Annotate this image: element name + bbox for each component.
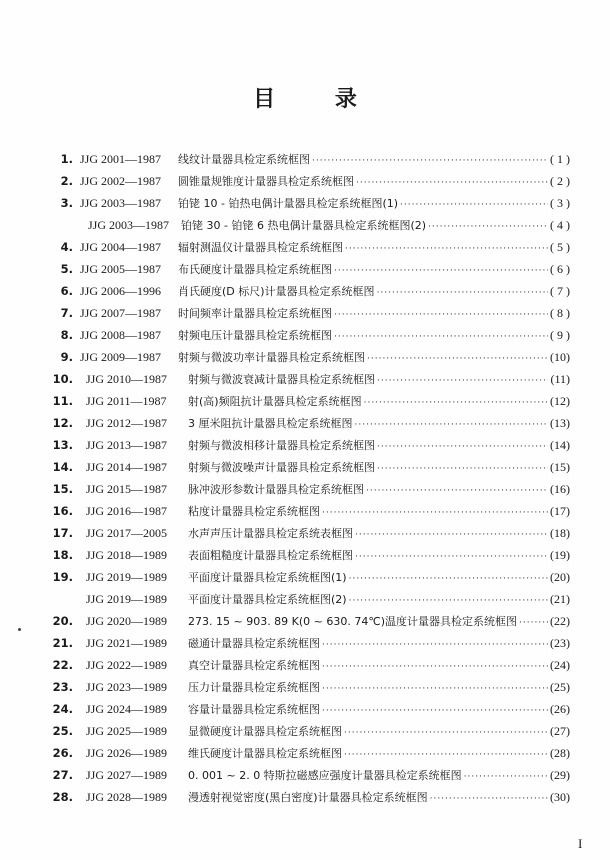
toc-entry-number: 23. — [52, 680, 73, 694]
toc-entry-title: 水声声压计量器具检定系统表框图 — [188, 527, 353, 540]
toc-entry-code: JJG 2019—1989 — [86, 592, 168, 606]
toc-entry[interactable] — [0, 392, 610, 410]
toc-entry-page: ( 3 ) — [550, 196, 570, 210]
toc-entry-title: 脉冲波形参数计量器具检定系统框图 — [188, 483, 364, 496]
toc-entry[interactable] — [0, 634, 610, 652]
toc-entry-page: ( 9 ) — [550, 328, 570, 342]
toc-entry-number: 8. — [60, 328, 73, 342]
toc-entry-title: 射频电压计量器具检定系统框图 — [178, 329, 332, 342]
toc-entry-title: 平面度计量器具检定系统框图(1) — [188, 571, 347, 584]
toc-entry-code: JJG 2003—1987 — [88, 218, 170, 232]
dot-leader — [344, 746, 548, 764]
toc-entry-code: JJG 2012—1987 — [86, 416, 168, 430]
dot-leader — [345, 240, 548, 258]
toc-entry-title: 圆锥量规锥度计量器具检定系统框图 — [178, 175, 354, 188]
toc-entry-title: 铂铑 10 - 铂热电偶计量器具检定系统框图(1) — [178, 197, 399, 210]
toc-entry-page: (27) — [550, 724, 570, 738]
toc-entry-page: ( 4 ) — [550, 218, 570, 232]
toc-entry-number: 13. — [52, 438, 73, 452]
toc-entry-page: ( 6 ) — [550, 262, 570, 276]
dot-leader — [344, 724, 548, 742]
toc-entry-number: 5. — [60, 262, 73, 276]
scan-speck — [18, 628, 21, 631]
toc-entry[interactable] — [0, 678, 610, 696]
dot-leader — [334, 328, 548, 346]
dot-leader — [364, 394, 548, 412]
toc-entry-number: 25. — [52, 724, 73, 738]
dot-leader — [519, 614, 548, 632]
toc-entry-title: 表面粗糙度计量器具检定系统框图 — [188, 549, 353, 562]
toc-entry[interactable] — [0, 524, 610, 542]
toc-entry-title: 射频与微波噪声计量器具检定系统框图 — [188, 461, 375, 474]
dot-leader — [377, 372, 548, 390]
toc-entry-page: (25) — [550, 680, 570, 694]
page-title: 目 录 — [253, 87, 383, 112]
dot-leader — [400, 196, 548, 214]
toc-entry-code: JJG 2016—1987 — [86, 504, 168, 518]
toc-entry-number: 17. — [52, 526, 73, 540]
toc-entry-code: JJG 2013—1987 — [86, 438, 168, 452]
toc-entry-code: JJG 2002—1987 — [80, 174, 162, 188]
dot-leader — [322, 636, 548, 654]
toc-entry-page: (23) — [550, 636, 570, 650]
toc-entry-code: JJG 2017—2005 — [86, 526, 168, 540]
dot-leader — [367, 350, 548, 368]
toc-entry-number: 22. — [52, 658, 73, 672]
dot-leader — [430, 790, 548, 808]
dot-leader — [322, 504, 548, 522]
toc-entry-code: JJG 2020—1989 — [86, 614, 168, 628]
toc-entry[interactable] — [0, 194, 610, 212]
toc-entry[interactable] — [0, 414, 610, 432]
toc-entry-page: (21) — [550, 592, 570, 606]
toc-entry-title: 布氏硬度计量器具检定系统框图 — [178, 263, 332, 276]
toc-entry-title: 压力计量器具检定系统框图 — [188, 681, 320, 694]
toc-entry[interactable] — [0, 326, 610, 344]
toc-entry-page: (13) — [550, 416, 570, 430]
toc-entry[interactable] — [0, 480, 610, 498]
dot-leader — [377, 460, 548, 478]
toc-entry-title: 0. 001 ~ 2. 0 特斯拉磁感应强度计量器具检定系统框图 — [188, 769, 462, 782]
toc-entry-page: (28) — [550, 746, 570, 760]
toc-entry[interactable] — [0, 172, 610, 190]
toc-entry-code: JJG 2021—1989 — [86, 636, 168, 650]
toc-entry-code: JJG 2004—1987 — [80, 240, 162, 254]
dot-leader — [334, 306, 548, 324]
toc-entry-title: 273. 15 ~ 903. 89 K(0 ~ 630. 74℃)温度计量器具检定系统框图 — [188, 615, 518, 628]
toc-entry-page: (18) — [550, 526, 570, 540]
toc-entry-page: (16) — [550, 482, 570, 496]
toc-entry-page: (20) — [550, 570, 570, 584]
toc-entry-title: 平面度计量器具检定系统框图(2) — [188, 593, 347, 606]
dot-leader — [377, 438, 548, 456]
toc-entry-page: (19) — [550, 548, 570, 562]
dot-leader — [322, 680, 548, 698]
toc-entry-number: 3. — [60, 196, 73, 210]
toc-entry[interactable] — [0, 590, 610, 608]
toc-entry-title: 维氏硬度计量器具检定系统框图 — [188, 747, 342, 760]
toc-entry-title: 肖氏硬度(D 标尺)计量器具检定系统框图 — [178, 285, 375, 298]
toc-entry-page: (30) — [550, 790, 570, 804]
toc-entry-number: 19. — [52, 570, 73, 584]
toc-entry-number: 21. — [52, 636, 73, 650]
toc-entry-code: JJG 2001—1987 — [80, 152, 162, 166]
toc-entry[interactable] — [0, 612, 610, 630]
toc-entry-title: 射频与微波相移计量器具检定系统框图 — [188, 439, 375, 452]
toc-entry-number: 6. — [60, 284, 73, 298]
toc-entry[interactable] — [0, 238, 610, 256]
toc-entry-title: 线纹计量器具检定系统框图 — [178, 153, 310, 166]
toc-entry-title: 漫透射视觉密度(黑白密度)计量器具检定系统框图 — [188, 791, 428, 804]
toc-entry[interactable] — [0, 370, 610, 388]
toc-entry-page: ( 7 ) — [550, 284, 570, 298]
toc-entry-title: 真空计量器具检定系统框图 — [188, 659, 320, 672]
toc-entry-code: JJG 2026—1989 — [86, 746, 168, 760]
toc-entry[interactable] — [0, 304, 610, 322]
toc-entry[interactable] — [0, 656, 610, 674]
toc-entry[interactable] — [0, 744, 610, 762]
toc-entry[interactable] — [0, 150, 610, 168]
toc-entry-code: JJG 2014—1987 — [86, 460, 168, 474]
toc-entry-page: (29) — [550, 768, 570, 782]
toc-entry-code: JJG 2007—1987 — [80, 306, 162, 320]
toc-entry[interactable] — [0, 436, 610, 454]
toc-entry-title: 射(高)频阻抗计量器具检定系统框图 — [188, 395, 362, 408]
toc-entry-page: (24) — [550, 658, 570, 672]
toc-entry-page: (12) — [550, 394, 570, 408]
toc-entry-page: (10) — [550, 350, 570, 364]
dot-leader — [349, 592, 548, 610]
toc-entry-code: JJG 2027—1989 — [86, 768, 168, 782]
toc-entry[interactable] — [0, 216, 610, 234]
dot-leader — [428, 218, 548, 236]
toc-entry-number: 28. — [52, 790, 73, 804]
toc-entry[interactable] — [0, 282, 610, 300]
toc-entry-number: 24. — [52, 702, 73, 716]
dot-leader — [349, 570, 548, 588]
toc-entry-code: JJG 2024—1989 — [86, 702, 168, 716]
toc-entry-page: (22) — [550, 614, 570, 628]
toc-entry-page: ( 5 ) — [550, 240, 570, 254]
toc-entry-code: JJG 2006—1996 — [80, 284, 162, 298]
toc-entry-page: (14) — [550, 438, 570, 452]
toc-entry-number: 7. — [60, 306, 73, 320]
toc-entry[interactable] — [0, 260, 610, 278]
dot-leader — [355, 548, 548, 566]
toc-entry-code: JJG 2008—1987 — [80, 328, 162, 342]
toc-entry-title: 磁通计量器具检定系统框图 — [188, 637, 320, 650]
toc-entry[interactable] — [0, 546, 610, 564]
toc-entry-code: JJG 2019—1989 — [86, 570, 168, 584]
toc-entry-page: (17) — [550, 504, 570, 518]
dot-leader — [464, 768, 548, 786]
toc-entry-page: ( 8 ) — [550, 306, 570, 320]
toc-entry[interactable] — [0, 458, 610, 476]
toc-entry-title: 铂铑 30 - 铂铑 6 热电偶计量器具检定系统框图(2) — [181, 219, 427, 232]
dot-leader — [312, 152, 548, 170]
toc-entry-code: JJG 2003—1987 — [80, 196, 162, 210]
toc-entry-page: ( 2 ) — [550, 174, 570, 188]
toc-entry-code: JJG 2009—1987 — [80, 350, 162, 364]
toc-entry-code: JJG 2028—1989 — [86, 790, 168, 804]
toc-entry[interactable] — [0, 568, 610, 586]
toc-entry-number: 10. — [52, 372, 73, 386]
dot-leader — [355, 526, 548, 544]
toc-entry-code: JJG 2015—1987 — [86, 482, 168, 496]
toc-entry-page: (26) — [550, 702, 570, 716]
dot-leader — [322, 702, 548, 720]
toc-entry-code: JJG 2010—1987 — [86, 372, 168, 386]
toc-entry-number: 26. — [52, 746, 73, 760]
toc-entry-number: 16. — [52, 504, 73, 518]
toc-entry-title: 时间频率计量器具检定系统框图 — [178, 307, 332, 320]
toc-entry-page: (15) — [550, 460, 570, 474]
toc-entry[interactable] — [0, 348, 610, 366]
toc-entry-title: 辐射测温仪计量器具检定系统框图 — [178, 241, 343, 254]
toc-entry[interactable] — [0, 502, 610, 520]
toc-entry-title: 射频与微波衰减计量器具检定系统框图 — [188, 373, 375, 386]
toc-entry-number: 2. — [60, 174, 73, 188]
toc-entry-page: ( 1 ) — [550, 152, 570, 166]
dot-leader — [322, 658, 548, 676]
toc-entry-number: 18. — [52, 548, 73, 562]
dot-leader — [334, 262, 548, 280]
toc-entry[interactable] — [0, 766, 610, 784]
dot-leader — [355, 416, 549, 434]
dot-leader — [356, 174, 548, 192]
toc-entry-title: 3 厘米阻抗计量器具检定系统框图 — [188, 417, 353, 430]
toc-entry-code: JJG 2005—1987 — [80, 262, 162, 276]
toc-entry-number: 27. — [52, 768, 73, 782]
toc-entry-code: JJG 2011—1987 — [86, 394, 167, 408]
toc-entry-number: 15. — [52, 482, 73, 496]
toc-entry-number: 4. — [60, 240, 73, 254]
toc-entry-code: JJG 2025—1989 — [86, 724, 168, 738]
toc-entry-page: (11) — [550, 372, 570, 386]
toc-entry[interactable] — [0, 722, 610, 740]
toc-entry-number: 12. — [52, 416, 73, 430]
dot-leader — [366, 482, 548, 500]
toc-entry-number: 1. — [60, 152, 73, 166]
page-folio: I — [578, 836, 583, 851]
toc-entry-number: 14. — [52, 460, 73, 474]
toc-entry-title: 粘度计量器具检定系统框图 — [188, 505, 320, 518]
toc-entry-number: 20. — [52, 614, 73, 628]
toc-entry-title: 显微硬度计量器具检定系统框图 — [188, 725, 342, 738]
toc-entry-code: JJG 2022—1989 — [86, 658, 168, 672]
toc-entry-code: JJG 2018—1989 — [86, 548, 168, 562]
toc-entry-number: 9. — [60, 350, 73, 364]
dot-leader — [377, 284, 548, 302]
toc-entry-title: 容量计量器具检定系统框图 — [188, 703, 320, 716]
toc-entry-title: 射频与微波功率计量器具检定系统框图 — [178, 351, 365, 364]
toc-entry[interactable] — [0, 788, 610, 806]
toc-entry[interactable] — [0, 700, 610, 718]
toc-entry-code: JJG 2023—1989 — [86, 680, 168, 694]
toc-entry-number: 11. — [52, 394, 73, 408]
